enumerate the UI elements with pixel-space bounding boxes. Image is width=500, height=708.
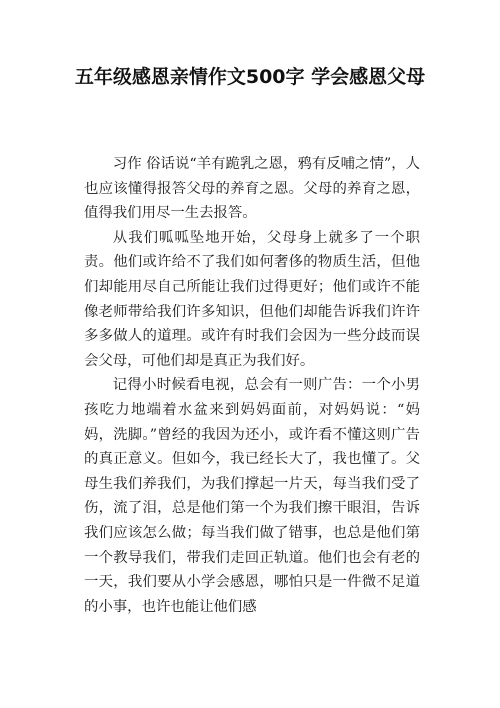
document-body: [84, 152, 420, 619]
document-title: 五年级感恩亲情作文500字 学会感恩父母: [74, 66, 426, 88]
paragraph-1: 习作 俗话说“羊有跪乳之恩，鸦有反哺之情”，人也应该懂得报答父母的养育之恩。父母的养育之恩，值得我们用尽一生去报答。: [84, 156, 420, 222]
paragraph-2: 从我们呱呱坠地开始，父母身上就多了一个职责。他们或许给不了我们如何奢侈的物质生活，但他们却能用尽自己所能让我们过得更好；他们或许不能像老师带给我们许多知识，但他们却能告诉我们许许多多做人的道理。或许有时我们会因为一些分歧而误会父母，可他们却是真正为我们好。: [84, 229, 420, 369]
paragraph-3: 记得小时候看电视，总会有一则广告：一个小男孩吃力地端着水盆来到妈妈面前，对妈妈说：“妈妈，洗脚。”曾经的我因为还小，或许看不懂这则广告的真正意义。但如今，我已经长大了，我也懂了。父母生我们养我们，为我们撑起一片天，每当我们受了伤，流了泪，总是他们第一个为我们擦干眼泪，告诉我们应该怎么做；每当我们做了错事，也总是他们第一个教导我们，带我们走回正轨道。他们也会有老的一天，我们要从小学会感恩，哪怕只是一件微不足道的小事，也许也能让他们感: [84, 377, 420, 615]
